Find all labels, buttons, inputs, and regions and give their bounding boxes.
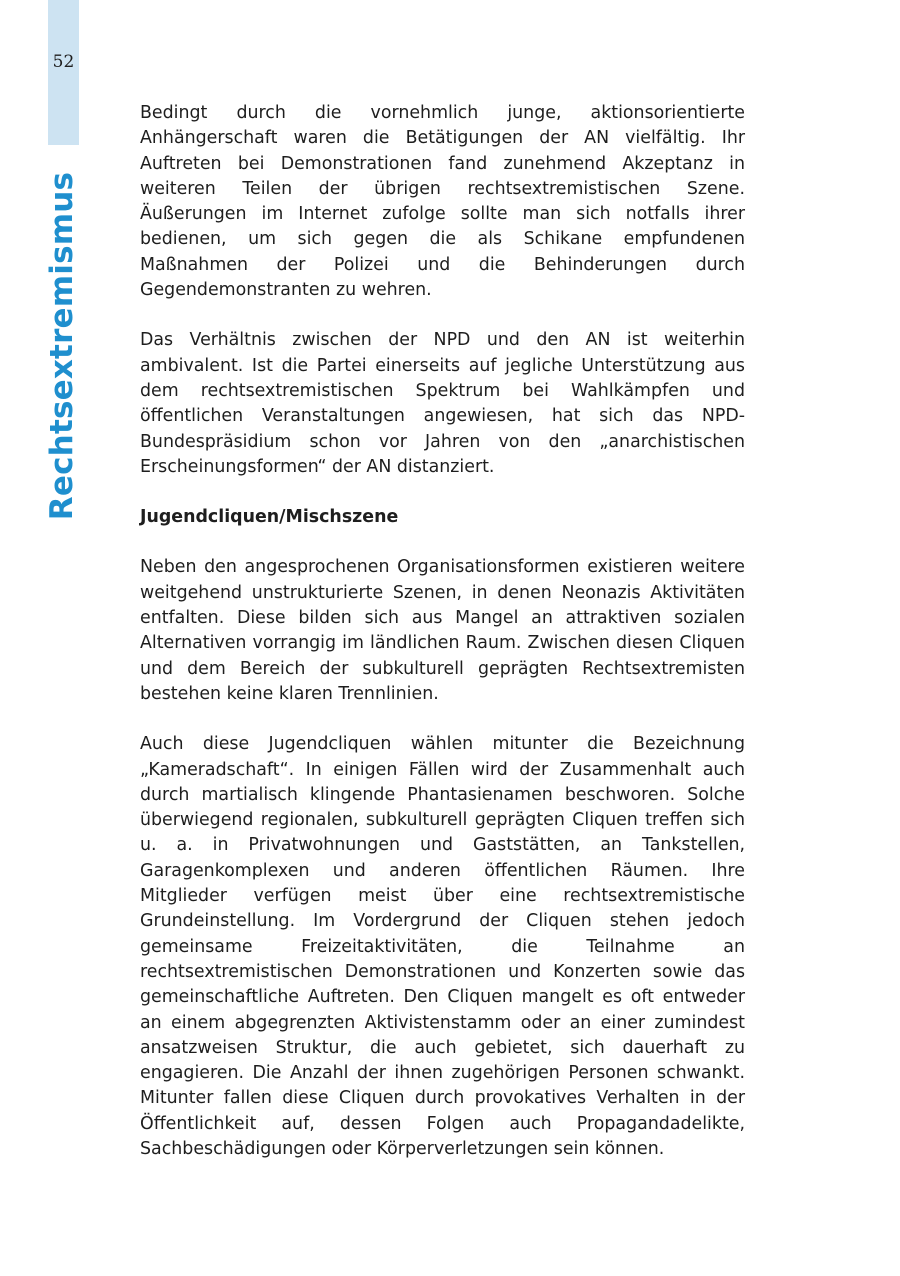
paragraph: Auch diese Jugendcliquen wählen mitunter die Bezeichnung „Kameradschaft“. In einigen Fällen wird der Zusammenhalt auch durch martialisch klingende Phantasienamen beschworen. Solche überwiegend regionalen, subkulturell geprägten Cliquen treffen sich u. a. in Privatwohnungen und Gaststätten, an Tankstellen, Garagenkomplexen und anderen öffentlichen Räumen. Ihre Mitglieder verfügen meist über eine rechtsextremistische Grundeinstellung. Im Vordergrund der Cliquen stehen jedoch gemeinsame Freizeitaktivitäten, die Teilnahme an rechtsextremistischen Demonstrationen und Konzerten sowie das gemeinschaftliche Auftreten. Den Cliquen mangelt es oft entweder an einem abgegrenzten Aktivistenstamm oder an einer zumindest ansatzweisen Struktur, die auch gebietet, sich dauerhaft zu engagieren. Die Anzahl der ihnen zugehörigen Personen schwankt. Mitunter fallen diese Cliquen durch provokatives Verhalten in der Öffentlichkeit auf, dessen Folgen auch Propagandadelikte, Sachbeschädigungen oder Körperverletzungen sein können. (140, 734, 745, 1159)
paragraph: Das Verhältnis zwischen der NPD und den AN ist weiterhin ambivalent. Ist die Partei einerseits auf jegliche Unterstützung aus dem rechtsextremistischen Spektrum bei Wahlkämpfen und öffentlichen Veranstaltungen angewiesen, hat sich das NPD-Bundespräsidium schon vor Jahren von den „anarchistischen Erscheinungsformen“ der AN distanziert. (140, 330, 745, 477)
page-number: 52 (52, 52, 75, 72)
section-heading: Jugendcliquen/Mischszene (140, 507, 399, 528)
page-content (140, 101, 745, 1187)
paragraph: Bedingt durch die vornehmlich junge, aktionsorientierte Anhängerschaft waren die Betätigungen der AN vielfältig. Ihr Auftreten bei Demonstrationen fand zunehmend Akzeptanz in weiteren Teilen der übrigen rechtsextremistischen Szene. Äußerungen im Internet zufolge sollte man sich notfalls ihrer bedienen, um sich gegen die als Schikane empfundenen Maßnahmen der Polizei und die Behinderungen durch Gegendemonstranten zu wehren. (140, 103, 745, 301)
paragraph: Neben den angesprochenen Organisationsformen existieren weitere weitgehend unstrukturierte Szenen, in denen Neonazis Aktivitäten entfalten. Diese bilden sich aus Mangel an attraktiven sozialen Alternativen vorrangig im ländlichen Raum. Zwischen diesen Cliquen und dem Bereich der subkulturell geprägten Rechtsextremisten bestehen keine klaren Trennlinien. (140, 557, 745, 704)
section-title: Rechtsextremismus (44, 171, 80, 521)
side-tab (48, 0, 79, 145)
